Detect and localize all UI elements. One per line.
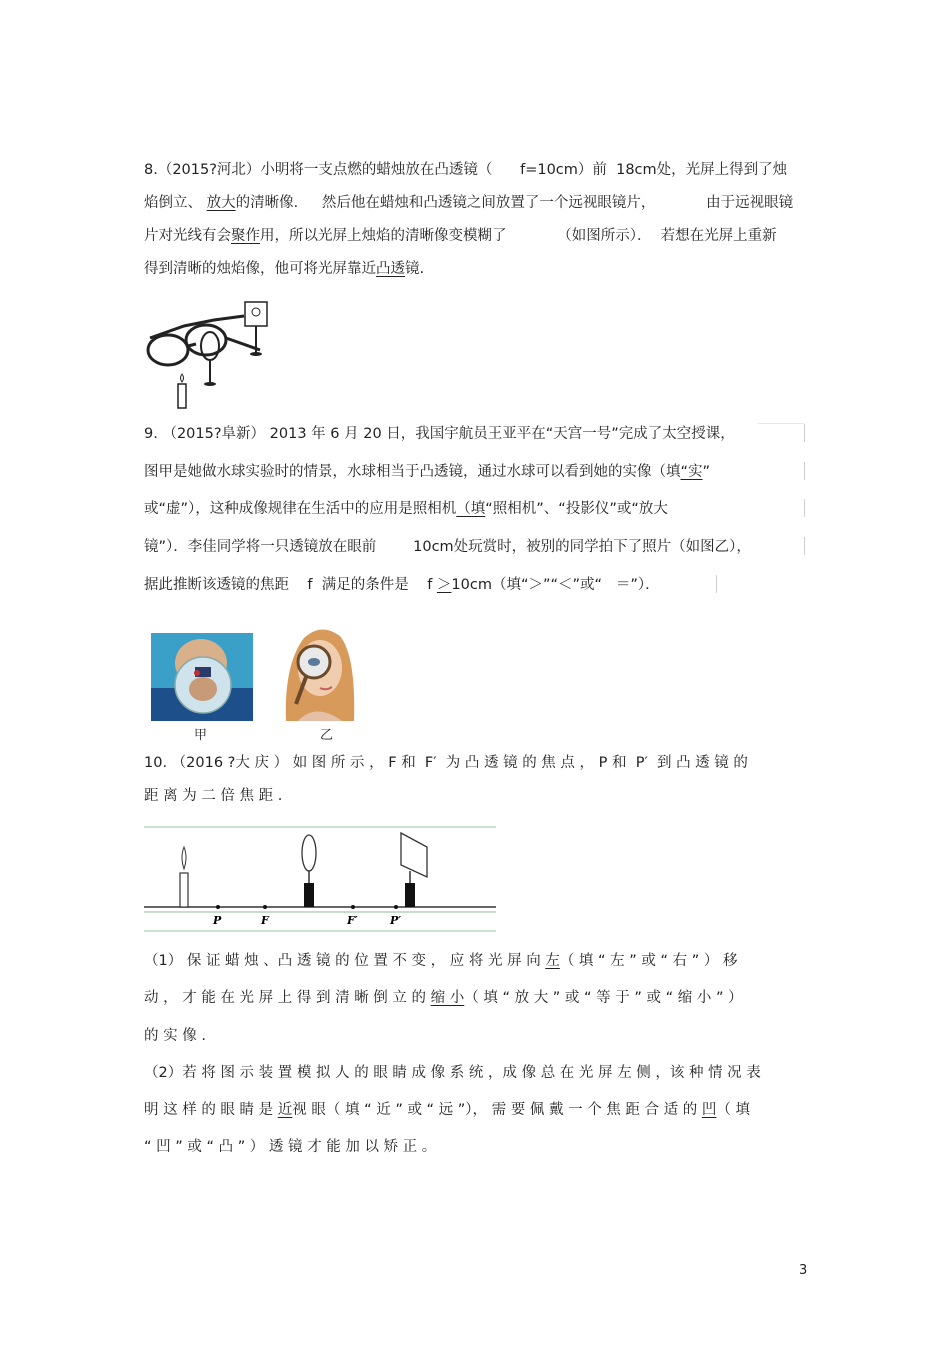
label-F: F xyxy=(261,914,269,927)
caption-jia: 甲 xyxy=(194,728,208,743)
q10-line-2: 距 离 为 二 倍 焦 距 . xyxy=(144,788,283,804)
label-F-prime: F′ xyxy=(347,914,358,927)
answer-ao: 凹 xyxy=(701,1102,717,1118)
q9-line-3: 或“虚”），这种成像规律在生活中的应用是照相机（填“照相机”、“投影仪”或“放大 xyxy=(144,501,668,517)
q9-line-2: 图甲是她做水球实验时的情景，水球相当于凸透镜，通过水球可以看到她的实像（填“实” xyxy=(144,464,711,480)
q10-part1-line-3: 的 实 像 . xyxy=(144,1028,206,1044)
q9-line-4: 镜”）．李佳同学将一只透镜放在眼前 10cm处玩赏时，被别的同学拍下了照片（如图乙）， xyxy=(144,539,751,555)
answer-fangda: 放大 xyxy=(206,195,236,211)
label-P-prime: P′ xyxy=(390,914,402,927)
answer-zuo: 左 xyxy=(545,953,560,969)
answer-tutou: 凸透 xyxy=(376,261,405,277)
answer-suoxiao: 缩 小 xyxy=(430,990,465,1006)
q10-part2-line-2: 明 这 样 的 眼 睛 是 近视 眼（ 填 “ 近 ” 或 “ 远 ”）， 需 要 佩 戴 一 个 焦 距 合 适 的 凹（ 填 xyxy=(144,1102,750,1118)
q10-line-1: 10. （2016 ?大 庆 ） 如 图 所 示 ， F 和 F′ 为 凸 透 镜 的 焦 点 ， P 和 P′ 到 凸 透 镜 的 xyxy=(144,755,748,771)
q8-line-1: 8.（2015?河北）小明将一支点燃的蜡烛放在凸透镜（ f=10cm）前 18cm处，光屏上得到了烛 xyxy=(144,162,788,178)
label-P: P xyxy=(213,914,222,927)
water-ball-photo xyxy=(151,633,253,721)
q9-line-5: 据此推断该透镜的焦距 f 满足的条件是 f ＞10cm（填“＞”“＜”或“ ＝”）． xyxy=(144,577,660,593)
optical-bench-figure xyxy=(144,825,496,935)
q9-line-1: 9. （2015?阜新） 2013 年 6 月 20 日，我国宇航员王亚平在“天宫一号”完成了太空授课， xyxy=(144,426,735,442)
q10-part1-line-2: 动 ， 才 能 在 光 屏 上 得 到 清 晰 倒 立 的 缩 小（ 填 “ 放 大 ” 或 “ 等 于 ” 或 “ 缩 小 ” ） xyxy=(144,990,743,1006)
page-number: 3 xyxy=(799,1263,808,1278)
q10-part2-line-1: （2）若 将 图 示 装 置 模 拟 人 的 眼 睛 成 像 系 统 ，成 像 总 在 光 屏 左 侧 ，该 种 情 况 表 xyxy=(144,1065,761,1081)
q10-part2-line-3: “ 凹 ” 或 “ 凸 ” ） 透 镜 才 能 加 以 矫 正 。 xyxy=(144,1139,437,1155)
q8-line-4: 得到清晰的烛焰像，他可将光屏靠近凸透镜. xyxy=(144,261,425,277)
answer-juzuo: 聚作 xyxy=(231,228,260,244)
glasses-lens-figure xyxy=(144,298,274,413)
q10-part1-line-1: （1） 保 证 蜡 烛 、凸 透 镜 的 位 置 不 变 ， 应 将 光 屏 向 左（ 填 “ 左 ” 或 “ 右 ” ） 移 xyxy=(144,953,738,969)
answer-greater: ＞ xyxy=(436,577,452,593)
q8-line-2: 焰倒立、 放大的清晰像． 然后他在蜡烛和凸透镜之间放置了一个远视眼镜片， 由于远视眼镜 xyxy=(144,195,794,211)
q8-line-3: 片对光线有会聚作用，所以光屏上烛焰的清晰像变模糊了 （如图所示）． 若想在光屏上重新 xyxy=(144,228,777,244)
answer-jin: 近 xyxy=(277,1102,293,1118)
caption-yi: 乙 xyxy=(320,728,334,743)
magnifier-girl-photo xyxy=(276,624,358,721)
